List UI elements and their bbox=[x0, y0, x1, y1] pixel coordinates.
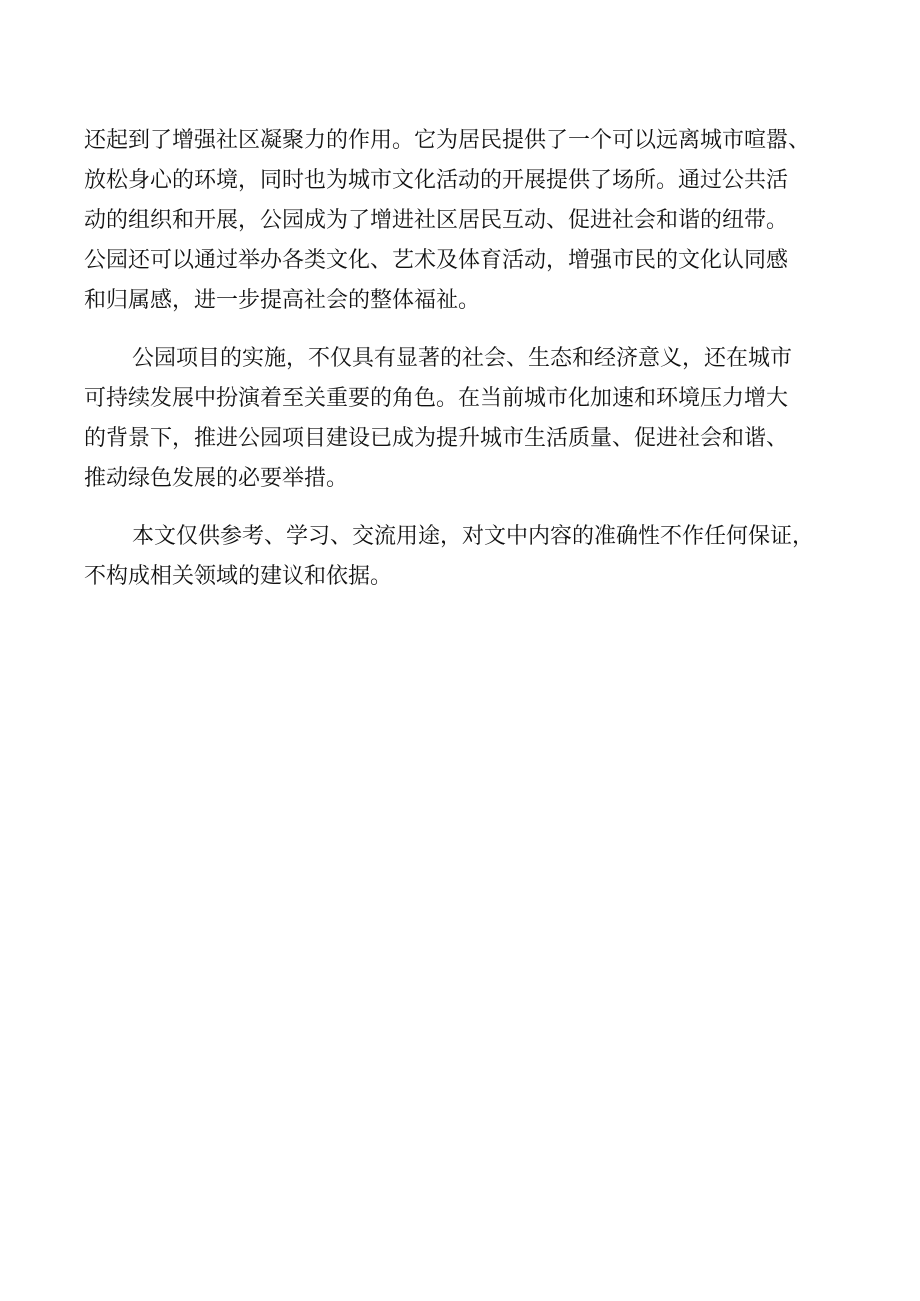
text-line: 和归属感，进一步提高社会的整体福祉。 bbox=[84, 288, 481, 313]
text-line: 本文仅供参考、学习、交流用途，对文中内容的准确性不作任何保证， bbox=[132, 524, 815, 549]
paragraph-community bbox=[84, 121, 836, 321]
text-line: 的背景下，推进公园项目建设已成为提升城市生活质量、促进社会和谐、 bbox=[84, 426, 789, 451]
paragraph-disclaimer bbox=[84, 517, 836, 597]
text-line: 可持续发展中扮演着至关重要的角色。在当前城市化加速和环境压力增大 bbox=[84, 386, 789, 411]
document-body bbox=[84, 121, 836, 597]
text-line: 动的组织和开展，公园成为了增进社区居民互动、促进社会和谐的纽带。 bbox=[84, 208, 789, 233]
paragraph-spacer bbox=[84, 499, 836, 517]
text-line: 不构成相关领域的建议和依据。 bbox=[84, 564, 393, 589]
text-line: 放松身心的环境，同时也为城市文化活动的开展提供了场所。通过公共活 bbox=[84, 168, 789, 193]
text-line: 公园项目的实施，不仅具有显著的社会、生态和经济意义，还在城市 bbox=[132, 346, 793, 371]
text-line: 公园还可以通过举办各类文化、艺术及体育活动，增强市民的文化认同感 bbox=[84, 248, 789, 273]
text-line: 还起到了增强社区凝聚力的作用。它为居民提供了一个可以远离城市喧嚣、 bbox=[84, 128, 811, 153]
paragraph-spacer bbox=[84, 321, 836, 339]
paragraph-significance bbox=[84, 339, 836, 499]
text-line: 推动绿色发展的必要举措。 bbox=[84, 466, 349, 491]
